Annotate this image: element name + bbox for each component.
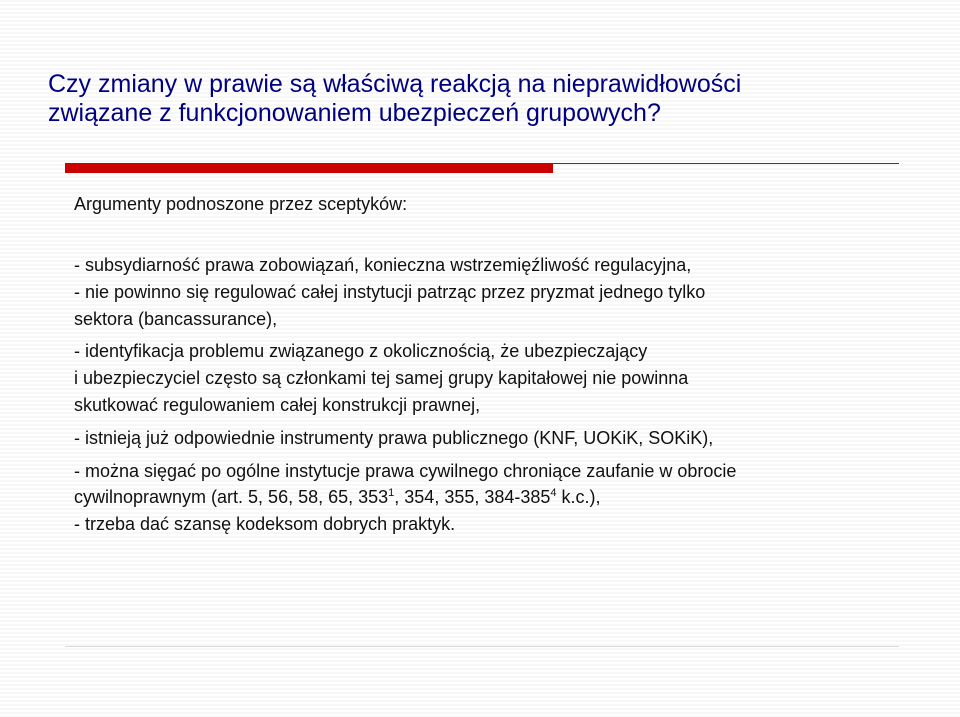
argument-item-2 [74,279,894,333]
argument-line: sektora (bancassurance), [74,308,278,329]
argument-item-4 [74,425,894,452]
argument-line: - trzeba dać szansę kodeksom dobrych praktyk. [74,514,456,535]
argument-line: - nie powinno się regulować całej instytucji patrząc przez pryzmat jednego tylko [74,281,706,302]
argument-text: , 354, 355, 384-385 [394,487,551,508]
argument-line-with-superscripts [74,484,894,511]
title-divider-accent-bar [65,163,553,173]
argument-line: - identyfikacja problemu związanego z okolicznością, że ubezpieczający [74,341,648,362]
superscript: 4 [550,487,557,500]
argument-line: - można sięgać po ogólne instytucje prawa cywilnego chroniące zaufanie w obrocie [74,460,737,481]
title-divider-thin-line [553,163,899,164]
slide-title-line-1: Czy zmiany w prawie są właściwą reakcją na nieprawidłowości [48,70,742,98]
argument-item-6 [74,511,894,538]
argument-item-1 [74,252,894,279]
argument-line: i ubezpieczyciel często są członkami tej samej grupy kapitałowej nie powinna [74,368,689,389]
superscript: 1 [388,487,395,500]
slide-title-line-2: związane z funkcjonowaniem ubezpieczeń grupowych? [48,99,661,127]
title-divider [65,163,899,173]
argument-line: - subsydiarność prawa zobowiązań, konieczna wstrzemięźliwość regulacyjna, [74,255,692,275]
argument-line: skutkować regulowaniem całej konstrukcji prawnej, [74,394,481,415]
argument-list [74,252,894,538]
argument-line: - istnieją już odpowiednie instrumenty prawa publicznego (KNF, UOKiK, SOKiK), [74,427,714,448]
intro-heading: Argumenty podnoszone przez sceptyków: [74,194,408,214]
argument-text: k.c.), [556,487,601,508]
slide-title [48,70,928,128]
footer-divider [65,646,899,647]
argument-item-3 [74,338,894,418]
argument-item-5 [74,458,894,512]
argument-text: cywilnoprawnym (art. 5, 56, 58, 65, 353 [74,487,389,508]
